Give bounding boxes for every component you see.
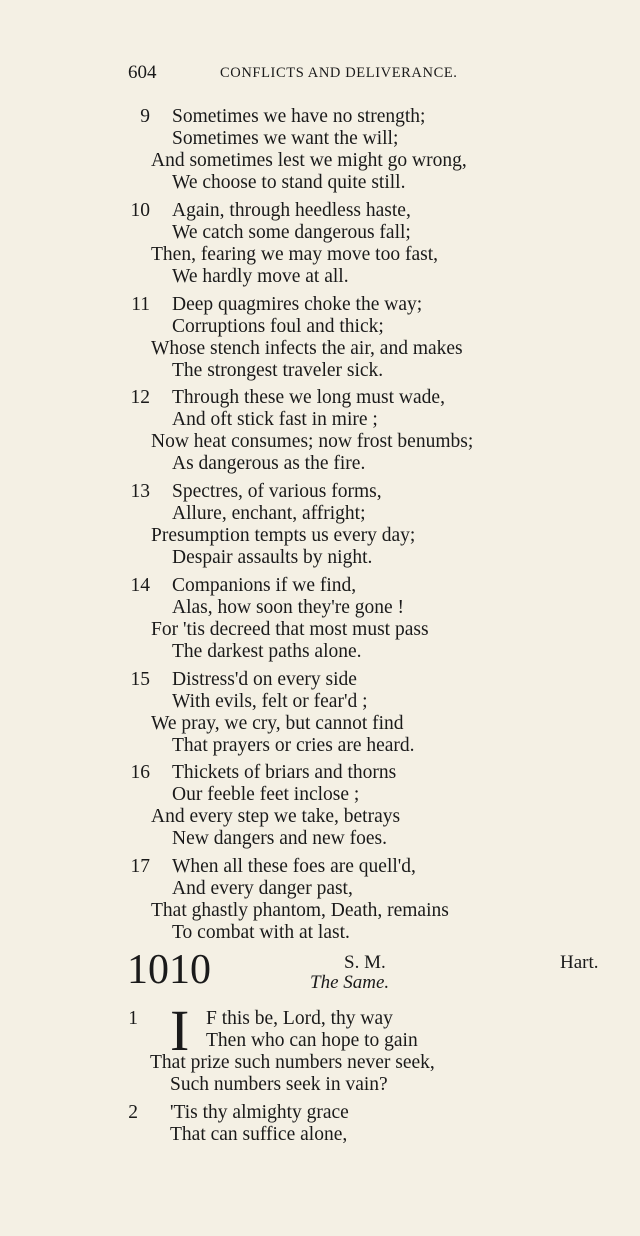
verse-line: Despair assaults by night. [172, 547, 373, 568]
verse-line: Distress'd on every side [172, 668, 357, 690]
verse-line: We choose to stand quite still. [172, 172, 406, 193]
verse-line: And every step we take, betrays [151, 806, 401, 828]
verse-line: The darkest paths alone. [172, 640, 362, 662]
verse-line: For 'tis decreed that most must pass [151, 618, 429, 640]
stanza-number: 9 [140, 106, 150, 127]
hymn-author: Hart. [560, 952, 599, 973]
verse-line: Allure, enchant, affright; [172, 503, 366, 524]
stanza-number: 13 [130, 481, 150, 502]
verse-line: And oft stick fast in mire ; [172, 409, 378, 431]
verse-line: Again, through heedless haste, [172, 199, 411, 221]
verse-line: We pray, we cry, but cannot find [151, 712, 404, 734]
stanza-number: 14 [130, 574, 150, 596]
hymn-number: 1010 [127, 947, 211, 993]
verse-line: With evils, felt or fear'd ; [172, 690, 368, 712]
stanza-number: 17 [130, 856, 150, 877]
verse-line: And every danger past, [172, 878, 353, 899]
verse-line: Whose stench infects the air, and makes [151, 337, 463, 359]
running-title: CONFLICTS AND DELIVERANCE. [220, 65, 458, 81]
verse-line: Our feeble feet inclose ; [172, 784, 360, 806]
verse-line: That can suffice alone, [170, 1124, 348, 1145]
verse-line: That prayers or cries are heard. [172, 734, 415, 756]
verse-line: We hardly move at all. [172, 265, 349, 287]
page-number: 604 [128, 62, 157, 83]
stanza-number: 12 [130, 387, 150, 409]
verse-line: New dangers and new foes. [172, 828, 387, 850]
verse-line: Sometimes we have no strength; [172, 106, 426, 127]
verse-line: Alas, how soon they're gone ! [172, 596, 405, 618]
verse-line: The strongest traveler sick. [172, 359, 384, 381]
drop-cap: I [170, 998, 190, 1063]
verse-line: Presumption tempts us every day; [151, 525, 416, 546]
hymn-heading [0, 948, 640, 998]
verse-line: Then who can hope to gain [206, 1030, 418, 1051]
verse-line: F this be, Lord, thy way [206, 1008, 393, 1029]
verse-line: Through these we long must wade, [172, 387, 445, 409]
verse-line: Companions if we find, [172, 574, 357, 596]
verse-line: Now heat consumes; now frost benumbs; [151, 431, 474, 453]
stanza-number: 15 [130, 668, 150, 690]
hymn-tune: The Same. [310, 972, 390, 993]
verse-line: Such numbers seek in vain? [170, 1074, 388, 1095]
page-header [128, 62, 528, 88]
verse-line: Thickets of briars and thorns [172, 762, 397, 784]
verse-line: When all these foes are quell'd, [172, 856, 416, 877]
verse-line: 'Tis thy almighty grace [170, 1102, 349, 1123]
verse-line: Corruptions foul and thick; [172, 315, 384, 337]
verse-line: We catch some dangerous fall; [172, 221, 411, 243]
verse-line: And sometimes lest we might go wrong, [151, 150, 467, 171]
verse-line: As dangerous as the fire. [172, 453, 366, 475]
verse-line: That prize such numbers never seek, [150, 1052, 435, 1073]
stanza-number: 16 [130, 762, 150, 784]
verse-line: To combat with at last. [172, 922, 350, 943]
stanza-number: 10 [130, 199, 150, 221]
verse-line: Spectres, of various forms, [172, 481, 382, 502]
stanza-number: 2 [128, 1102, 138, 1123]
verse-line: Sometimes we want the will; [172, 128, 399, 149]
hymn-meter: S. M. [344, 952, 386, 973]
verse-line: Deep quagmires choke the way; [172, 293, 423, 315]
verse-line: Then, fearing we may move too fast, [151, 243, 438, 265]
stanza-number: 11 [131, 293, 150, 315]
stanza-number: 1 [128, 1008, 138, 1029]
verse-line: That ghastly phantom, Death, remains [151, 900, 449, 921]
